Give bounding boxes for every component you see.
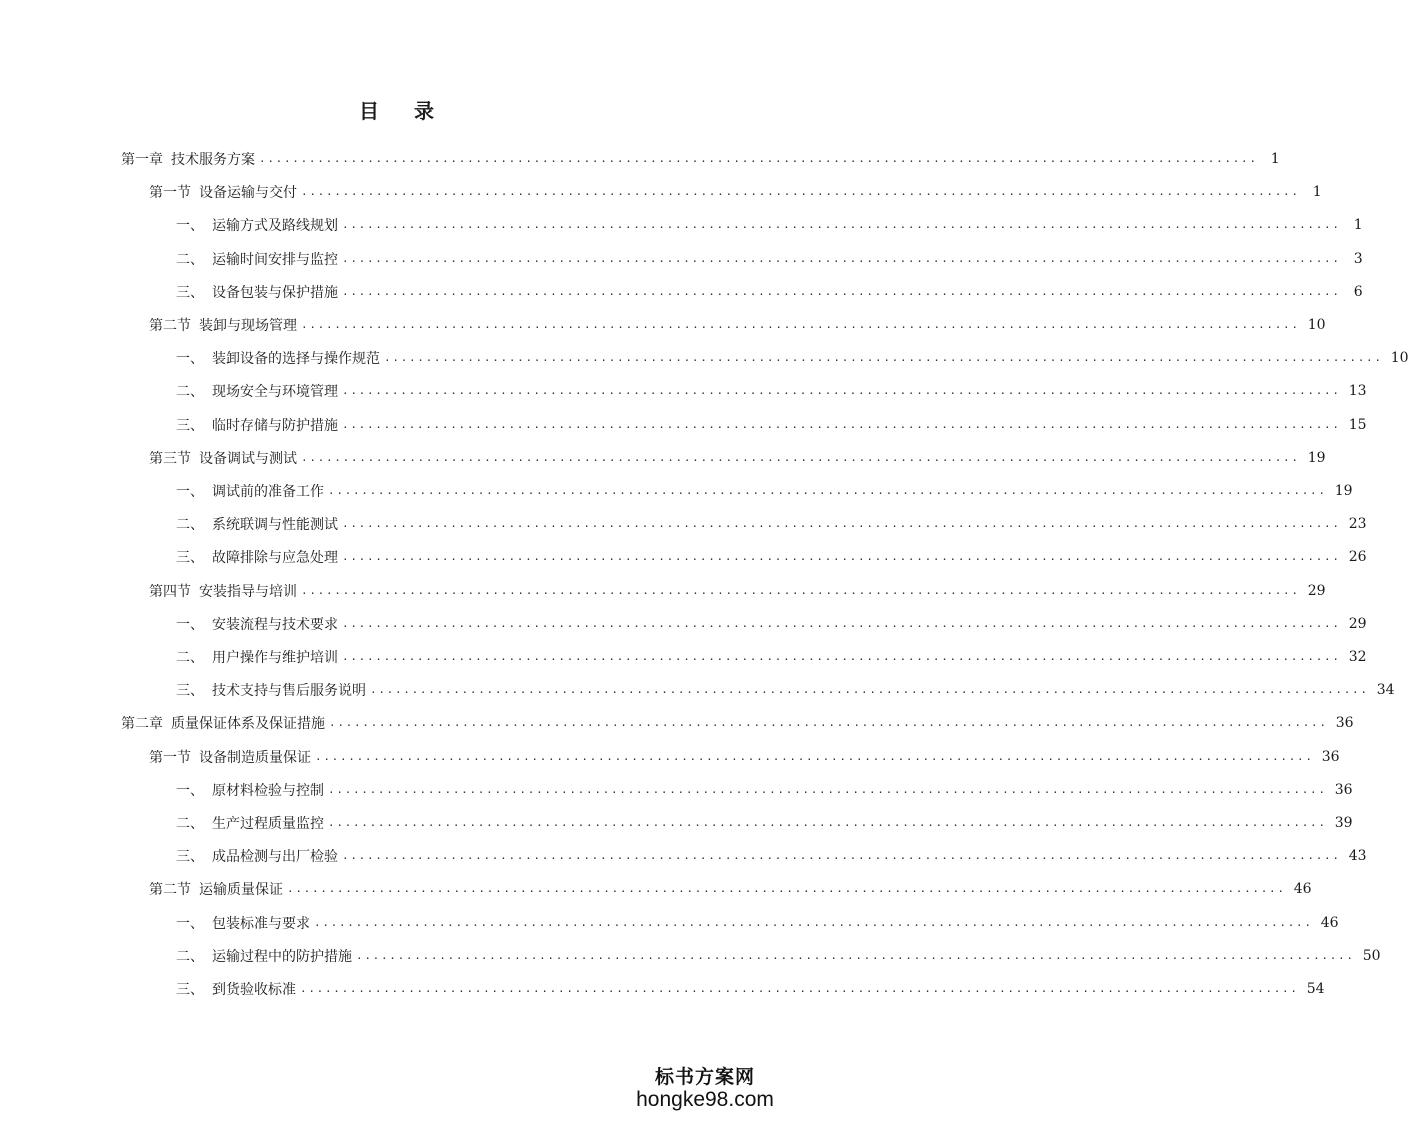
toc-entry[interactable] xyxy=(149,742,1340,772)
toc-entry[interactable] xyxy=(176,476,1353,506)
toc-entry-label xyxy=(176,249,338,269)
toc-entry[interactable] xyxy=(176,277,1363,307)
toc-entry-label xyxy=(176,647,338,667)
toc-page-number: 32 xyxy=(1348,649,1367,665)
toc-entry[interactable] xyxy=(149,576,1326,606)
toc-entry[interactable] xyxy=(176,376,1367,406)
toc-page-number: 6 xyxy=(1353,283,1363,300)
toc-entry-text: 技术支持与售后服务说明 xyxy=(212,683,366,700)
toc-page-number: 19 xyxy=(1334,483,1353,499)
toc-page-number: 29 xyxy=(1348,615,1367,632)
toc-entry-number: 一、 xyxy=(176,915,204,932)
toc-entry-text: 设备制造质量保证 xyxy=(199,749,311,766)
toc-entry[interactable] xyxy=(176,542,1367,572)
toc-page-number: 34 xyxy=(1376,682,1395,699)
watermark-domain: hongke98.com xyxy=(636,1088,774,1111)
toc-entry-number: 三、 xyxy=(176,550,204,567)
toc-entry-text: 质量保证体系及保证措施 xyxy=(171,716,325,733)
toc-entry-text: 生产过程质量监控 xyxy=(212,816,324,832)
watermark-logo xyxy=(635,1066,775,1112)
toc-entry-label xyxy=(121,149,255,169)
toc-entry-text: 装卸设备的选择与操作规范 xyxy=(212,351,380,368)
toc-page-number: 1 xyxy=(1353,217,1363,234)
toc-entry-text: 成品检测与出厂检验 xyxy=(212,849,338,866)
toc-entry-text: 用户操作与维护培训 xyxy=(212,650,338,666)
toc-dot-leader: ........................................................................................................................ xyxy=(301,185,1300,199)
toc-entry[interactable] xyxy=(176,642,1367,672)
toc-page-number: 3 xyxy=(1353,250,1363,267)
toc-entry-label xyxy=(176,547,338,567)
toc-page-number: 36 xyxy=(1335,715,1354,732)
toc-page-number: 1 xyxy=(1270,151,1280,167)
toc-entry[interactable] xyxy=(176,244,1363,274)
toc-entry-number: 一、 xyxy=(176,782,204,799)
toc-page-number: 36 xyxy=(1334,781,1353,798)
toc-dot-leader: ........................................................................................................................ xyxy=(342,550,1341,564)
toc-dot-leader: ........................................................................................................................ xyxy=(328,782,1327,796)
toc-entry-number: 第二节 xyxy=(149,882,191,899)
toc-entry-text: 包装标准与要求 xyxy=(212,915,310,932)
toc-dot-leader: ........................................................................................................................ xyxy=(342,650,1341,663)
toc-entry[interactable] xyxy=(176,775,1353,805)
toc-entry-number: 第一节 xyxy=(149,185,191,202)
toc-entry-label xyxy=(149,182,297,202)
toc-entry-text: 临时存储与防护措施 xyxy=(212,417,338,434)
toc-entry-number: 第一章 xyxy=(121,152,163,168)
toc-entry-text: 系统联调与性能测试 xyxy=(212,517,338,534)
toc-entry[interactable] xyxy=(176,808,1353,838)
toc-entry-label xyxy=(176,780,324,800)
toc-page-number: 46 xyxy=(1320,914,1339,931)
toc-entry-number: 第四节 xyxy=(149,583,191,600)
toc-dot-leader: ........................................................................................................................ xyxy=(342,251,1341,265)
toc-entry-label xyxy=(176,514,338,534)
toc-entry-label xyxy=(176,680,366,700)
toc-page-number: 15 xyxy=(1348,416,1367,433)
toc-dot-leader: ........................................................................................................................ xyxy=(384,351,1383,365)
toc-entry-label xyxy=(176,813,324,833)
toc-entry[interactable] xyxy=(176,609,1367,639)
toc-entry-number: 二、 xyxy=(176,816,204,832)
toc-entry-number: 二、 xyxy=(176,650,204,666)
watermark-chinese: 标书方案网 xyxy=(654,1066,755,1088)
toc-page-number: 46 xyxy=(1293,881,1312,898)
toc-entry[interactable] xyxy=(149,443,1326,473)
toc-entry-number: 二、 xyxy=(176,948,204,965)
toc-entry[interactable] xyxy=(149,310,1326,340)
toc-dot-leader: ........................................................................................................................ xyxy=(328,484,1327,497)
toc-dot-leader: ........................................................................................................................ xyxy=(342,616,1341,630)
toc-dot-leader: ........................................................................................................................ xyxy=(328,816,1327,829)
toc-entry-text: 现场安全与环境管理 xyxy=(212,384,338,401)
toc-dot-leader: ........................................................................................................................ xyxy=(315,749,1314,763)
toc-entry[interactable] xyxy=(149,177,1322,207)
toc-entry[interactable] xyxy=(121,708,1354,738)
toc-page-number: 13 xyxy=(1348,383,1367,400)
toc-entry-label xyxy=(176,979,296,999)
toc-entry-text: 设备运输与交付 xyxy=(199,185,297,202)
toc-entry-text: 故障排除与应急处理 xyxy=(212,550,338,567)
toc-entry[interactable] xyxy=(176,509,1367,539)
toc-entry[interactable] xyxy=(149,874,1312,904)
toc-entry-label xyxy=(149,747,311,767)
toc-entry-text: 运输过程中的防护措施 xyxy=(212,948,352,965)
toc-dot-leader: ........................................................................................................................ xyxy=(300,982,1299,995)
toc-page-number: 10 xyxy=(1307,317,1326,333)
toc-dot-leader: ........................................................................................................................ xyxy=(314,915,1313,929)
toc-dot-leader: ........................................................................................................................ xyxy=(301,583,1300,597)
toc-entry-label xyxy=(149,581,297,601)
toc-dot-leader: ........................................................................................................................ xyxy=(342,849,1341,863)
toc-entry-number: 第三节 xyxy=(149,450,191,467)
toc-page-number: 29 xyxy=(1307,582,1326,599)
toc-entry[interactable] xyxy=(176,410,1367,440)
toc-entry-text: 装卸与现场管理 xyxy=(199,318,297,334)
toc-dot-leader: ........................................................................................................................ xyxy=(370,683,1369,697)
toc-entry[interactable] xyxy=(176,974,1325,1004)
toc-entry-label xyxy=(149,879,283,899)
toc-entry-number: 第二节 xyxy=(149,318,191,334)
toc-entry-text: 技术服务方案 xyxy=(171,152,255,168)
toc-page-number: 19 xyxy=(1307,449,1326,466)
toc-dot-leader: ........................................................................................................................ xyxy=(259,152,1258,165)
toc-entry-number: 三、 xyxy=(176,417,204,434)
page-title: 目 录 xyxy=(359,99,448,123)
toc-entry-label xyxy=(176,381,338,401)
toc-dot-leader: ........................................................................................................................ xyxy=(342,517,1341,531)
toc-entry-number: 一、 xyxy=(176,616,204,633)
toc-entry-label xyxy=(176,415,338,435)
toc-entry-text: 运输方式及路线规划 xyxy=(212,218,338,235)
toc-entry-label xyxy=(176,481,324,501)
toc-entry-number: 三、 xyxy=(176,284,204,301)
toc-entry-text: 运输时间安排与监控 xyxy=(212,251,338,268)
toc-entry[interactable] xyxy=(176,941,1381,971)
toc-entry-number: 第一节 xyxy=(149,749,191,766)
toc-page-number: 50 xyxy=(1362,947,1381,964)
toc-entry-label xyxy=(149,315,297,335)
toc-entry-label xyxy=(149,448,297,468)
toc-page-number: 39 xyxy=(1334,815,1353,831)
toc-page-number: 54 xyxy=(1306,981,1325,997)
toc-dot-leader: ........................................................................................................................ xyxy=(342,218,1341,232)
toc-dot-leader: ........................................................................................................................ xyxy=(342,284,1341,298)
toc-page-number: 36 xyxy=(1321,748,1340,765)
toc-entry[interactable] xyxy=(121,144,1280,174)
toc-dot-leader: ........................................................................................................................ xyxy=(301,450,1300,464)
toc-entry-text: 到货验收标准 xyxy=(212,982,296,998)
toc-entry-label xyxy=(121,713,325,733)
toc-entry-text: 安装指导与培训 xyxy=(199,583,297,600)
toc-entry[interactable] xyxy=(176,343,1409,373)
toc-entry-number: 一、 xyxy=(176,484,204,500)
toc-entry-label xyxy=(176,846,338,866)
toc-dot-leader: ........................................................................................................................ xyxy=(342,384,1341,398)
toc-entry-number: 二、 xyxy=(176,384,204,401)
toc-entry-label xyxy=(176,946,352,966)
toc-entry-number: 三、 xyxy=(176,982,204,998)
toc-page-number: 26 xyxy=(1348,549,1367,566)
toc-entry-number: 三、 xyxy=(176,849,204,866)
toc-entry[interactable] xyxy=(176,210,1363,240)
toc-entry-text: 设备包装与保护措施 xyxy=(212,284,338,301)
toc-entry-label xyxy=(176,614,338,634)
toc-entry-number: 二、 xyxy=(176,517,204,534)
toc-dot-leader: ........................................................................................................................ xyxy=(287,882,1286,896)
toc-page-number: 10 xyxy=(1390,350,1409,367)
toc-entry-number: 二、 xyxy=(176,251,204,268)
toc-entry-number: 一、 xyxy=(176,218,204,235)
toc-entry-number: 第二章 xyxy=(121,716,163,733)
toc-page-number: 1 xyxy=(1312,184,1322,201)
toc-entry-text: 调试前的准备工作 xyxy=(212,484,324,500)
toc-entry[interactable] xyxy=(176,675,1395,705)
toc-entry-number: 三、 xyxy=(176,683,204,700)
toc-page-number: 43 xyxy=(1348,848,1367,865)
toc-entry-label xyxy=(176,215,338,235)
toc-page-number: 23 xyxy=(1348,516,1367,533)
toc-entry-label xyxy=(176,913,310,933)
toc-entry-text: 设备调试与测试 xyxy=(199,450,297,467)
toc-entry-label xyxy=(176,282,338,302)
toc-entry-text: 运输质量保证 xyxy=(199,882,283,899)
toc-entry-text: 原材料检验与控制 xyxy=(212,782,324,799)
toc-dot-leader: ........................................................................................................................ xyxy=(329,716,1328,730)
toc-entry[interactable] xyxy=(176,841,1367,871)
toc-dot-leader: ........................................................................................................................ xyxy=(342,417,1341,431)
toc-dot-leader: ........................................................................................................................ xyxy=(301,318,1300,331)
toc-entry-number: 一、 xyxy=(176,351,204,368)
toc-entry-text: 安装流程与技术要求 xyxy=(212,616,338,633)
toc-entry[interactable] xyxy=(176,908,1339,938)
toc-dot-leader: ........................................................................................................................ xyxy=(356,948,1355,962)
toc-entry-label xyxy=(176,348,380,368)
